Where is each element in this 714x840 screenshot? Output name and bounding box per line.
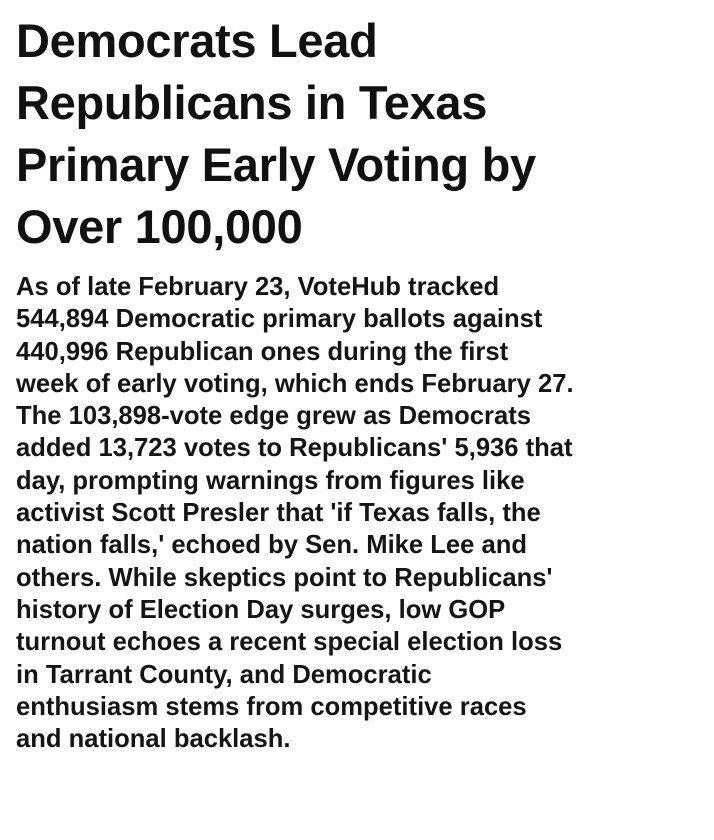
body-line: 544,894 Democratic primary ballots against [16,305,543,334]
headline-line: Primary Early Voting by [16,138,536,191]
headline-line: Republicans in Texas [16,76,488,129]
headline-line: Over 100,000 [16,200,303,253]
body-line: As of late February 23, VoteHub tracked [16,273,500,301]
body-line: week of early voting, which ends February 27. [16,369,574,398]
body-line: enthusiasm stems from competitive races [16,692,527,721]
body-line: activist Scott Presler that 'if Texas falls, the [16,499,541,528]
headline [16,10,706,258]
article-body [16,271,706,755]
body-line: nation falls,' echoed by Sen. Mike Lee and [16,531,527,560]
body-line: history of Election Day surges, low GOP [16,595,506,624]
body-line: and national backlash. [16,725,291,754]
body-line: turnout echoes a recent special election loss [16,628,563,657]
body-line: others. While skeptics point to Republicans' [16,563,553,592]
article [16,10,706,755]
body-line: day, prompting warnings from figures like [16,466,525,495]
headline-line: Democrats Lead [16,14,378,67]
body-line: 440,996 Republican ones during the first [16,337,509,366]
body-line: The 103,898-vote edge grew as Democrats [16,402,531,431]
body-line: added 13,723 votes to Republicans' 5,936 that [16,434,573,463]
body-line: in Tarrant County, and Democratic [16,660,432,689]
